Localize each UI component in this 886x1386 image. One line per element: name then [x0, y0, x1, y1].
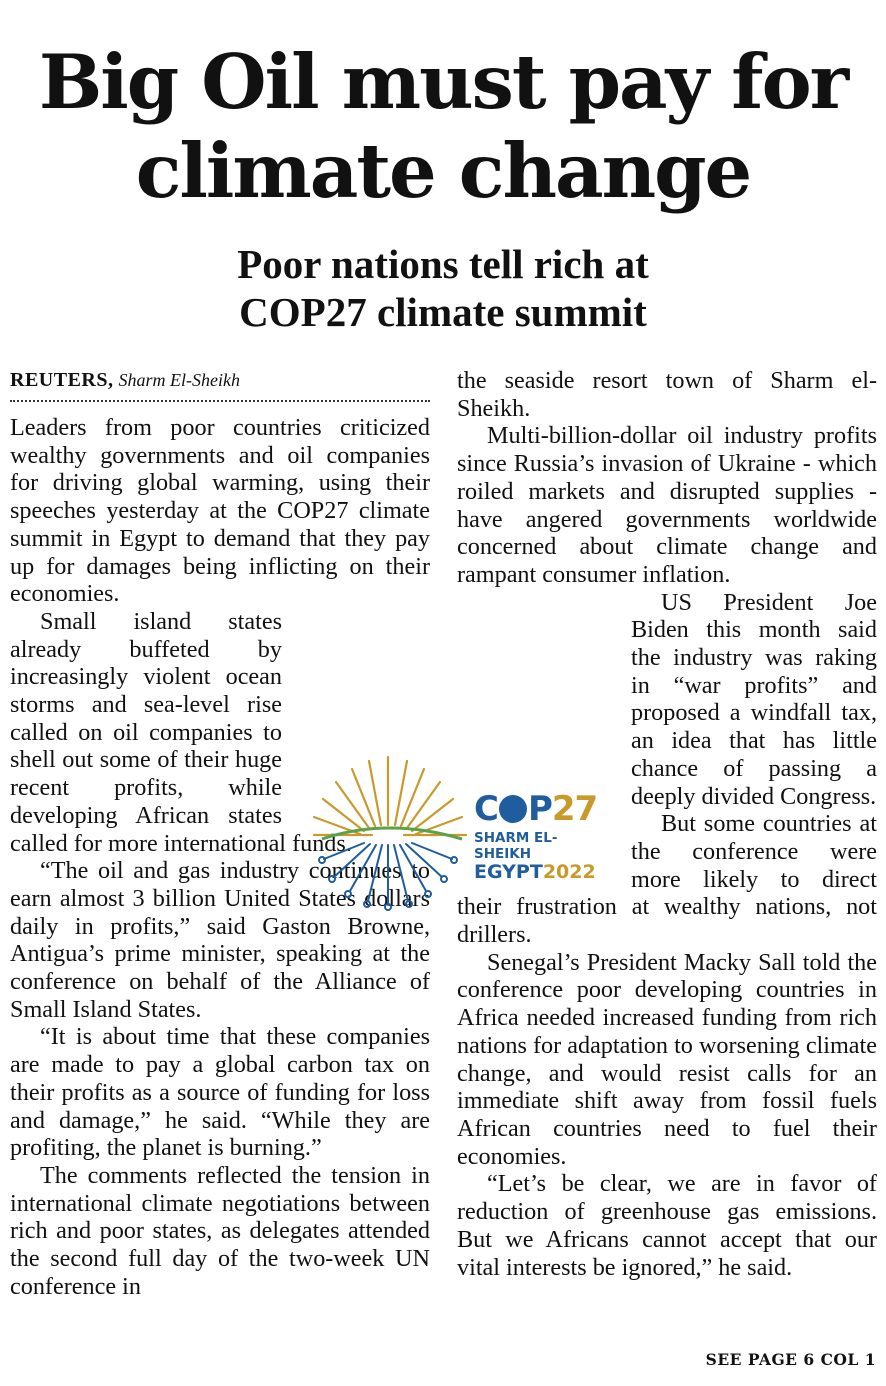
subheadline-line-2: COP27 climate summit: [239, 289, 647, 335]
paragraph-3: “The oil and gas industry continues to earn almost 3 billion United States dollars daily in profits,” said Gaston Browne, Antigua’s prime minister, speaking at the conference on behalf of the Alliance of Small Island States.: [10, 857, 430, 1023]
cop-number: 27: [551, 789, 598, 829]
subheadline: [0, 240, 886, 336]
subheadline-line-1: Poor nations tell rich at: [237, 241, 649, 287]
paragraph-2-text: Small island states already buffeted by increasingly violent ocean storms and sea-level rise called on oil companies to shell out some of their huge recent profits, while developing African states called for more international funds.: [10, 607, 352, 857]
logo-country-year: [474, 862, 614, 882]
byline: [10, 367, 430, 394]
paragraph-4: “It is about time that these companies are made to pay a global carbon tax on their profits as a source of funding for loss and damage,” he said. “While they are profiting, the planet is burning.”: [10, 1023, 430, 1162]
cop27-wordmark: [474, 790, 614, 828]
logo-location: SHARM EL-SHEIKH: [474, 830, 558, 862]
paragraph-8: But some countries at the conference were more likely to direct their frustration at wealthy nations, not drillers.: [457, 810, 877, 949]
headline: [0, 38, 886, 216]
paragraph-7-text: US President Joe Biden this month said the industry was raking in “war profits” and proposed a windfall tax, an idea that has little chance of passing a deeply divided Congress.: [631, 588, 877, 810]
byline-agency: REUTERS,: [10, 369, 114, 391]
cop-letter-p: P: [527, 789, 552, 829]
sun-rays-icon: [314, 757, 466, 835]
byline-location: Sharm El-Sheikh: [118, 370, 240, 390]
paragraph-10: “Let’s be clear, we are in favor of reduction of greenhouse gas emissions. But we Africans cannot accept that our vital interests be ignored,” he said.: [457, 1170, 877, 1281]
horizon-arc: [322, 828, 462, 839]
paragraph-5-part-2: the seaside resort town of Sharm el-Sheikh.: [457, 367, 877, 422]
headline-line-1: Big Oil must pay for: [38, 38, 848, 126]
logo-year: 2022: [542, 861, 596, 883]
roots-icon: [319, 843, 457, 910]
continuation-jump: SEE PAGE 6 COL 1: [705, 1350, 876, 1369]
globe-icon: [499, 795, 527, 823]
cop27-logo-text: [474, 790, 614, 882]
headline-line-2: climate change: [135, 127, 751, 215]
logo-country: EGYPT: [474, 861, 543, 883]
paragraph-5-part-1: The comments reflected the tension in international climate negotiations between rich and poor states, as delegates attended the second full day of the two-week UN conference in: [10, 1161, 430, 1300]
paragraph-9: Senegal’s President Macky Sall told the conference poor developing countries in Africa needed increased funding from rich nations for adaptation to worsening climate change, and would resist calls for an immediate shift away from fossil fuels African countries need to fuel their economies.: [457, 948, 877, 1170]
paragraph-6: Multi-billion-dollar oil industry profits since Russia’s invasion of Ukraine - which roiled markets and disrupted supplies - have angered governments worldwide concerned about climate change and rampant consumer inflation.: [457, 422, 877, 588]
paragraph-1: Leaders from poor countries criticized wealthy governments and oil companies for driving global warming, using their speeches yesterday at the COP27 climate summit in Egypt to demand that they pay up for damages being inflicting on their economies.: [10, 414, 430, 608]
cop-letter-c: C: [474, 789, 498, 829]
